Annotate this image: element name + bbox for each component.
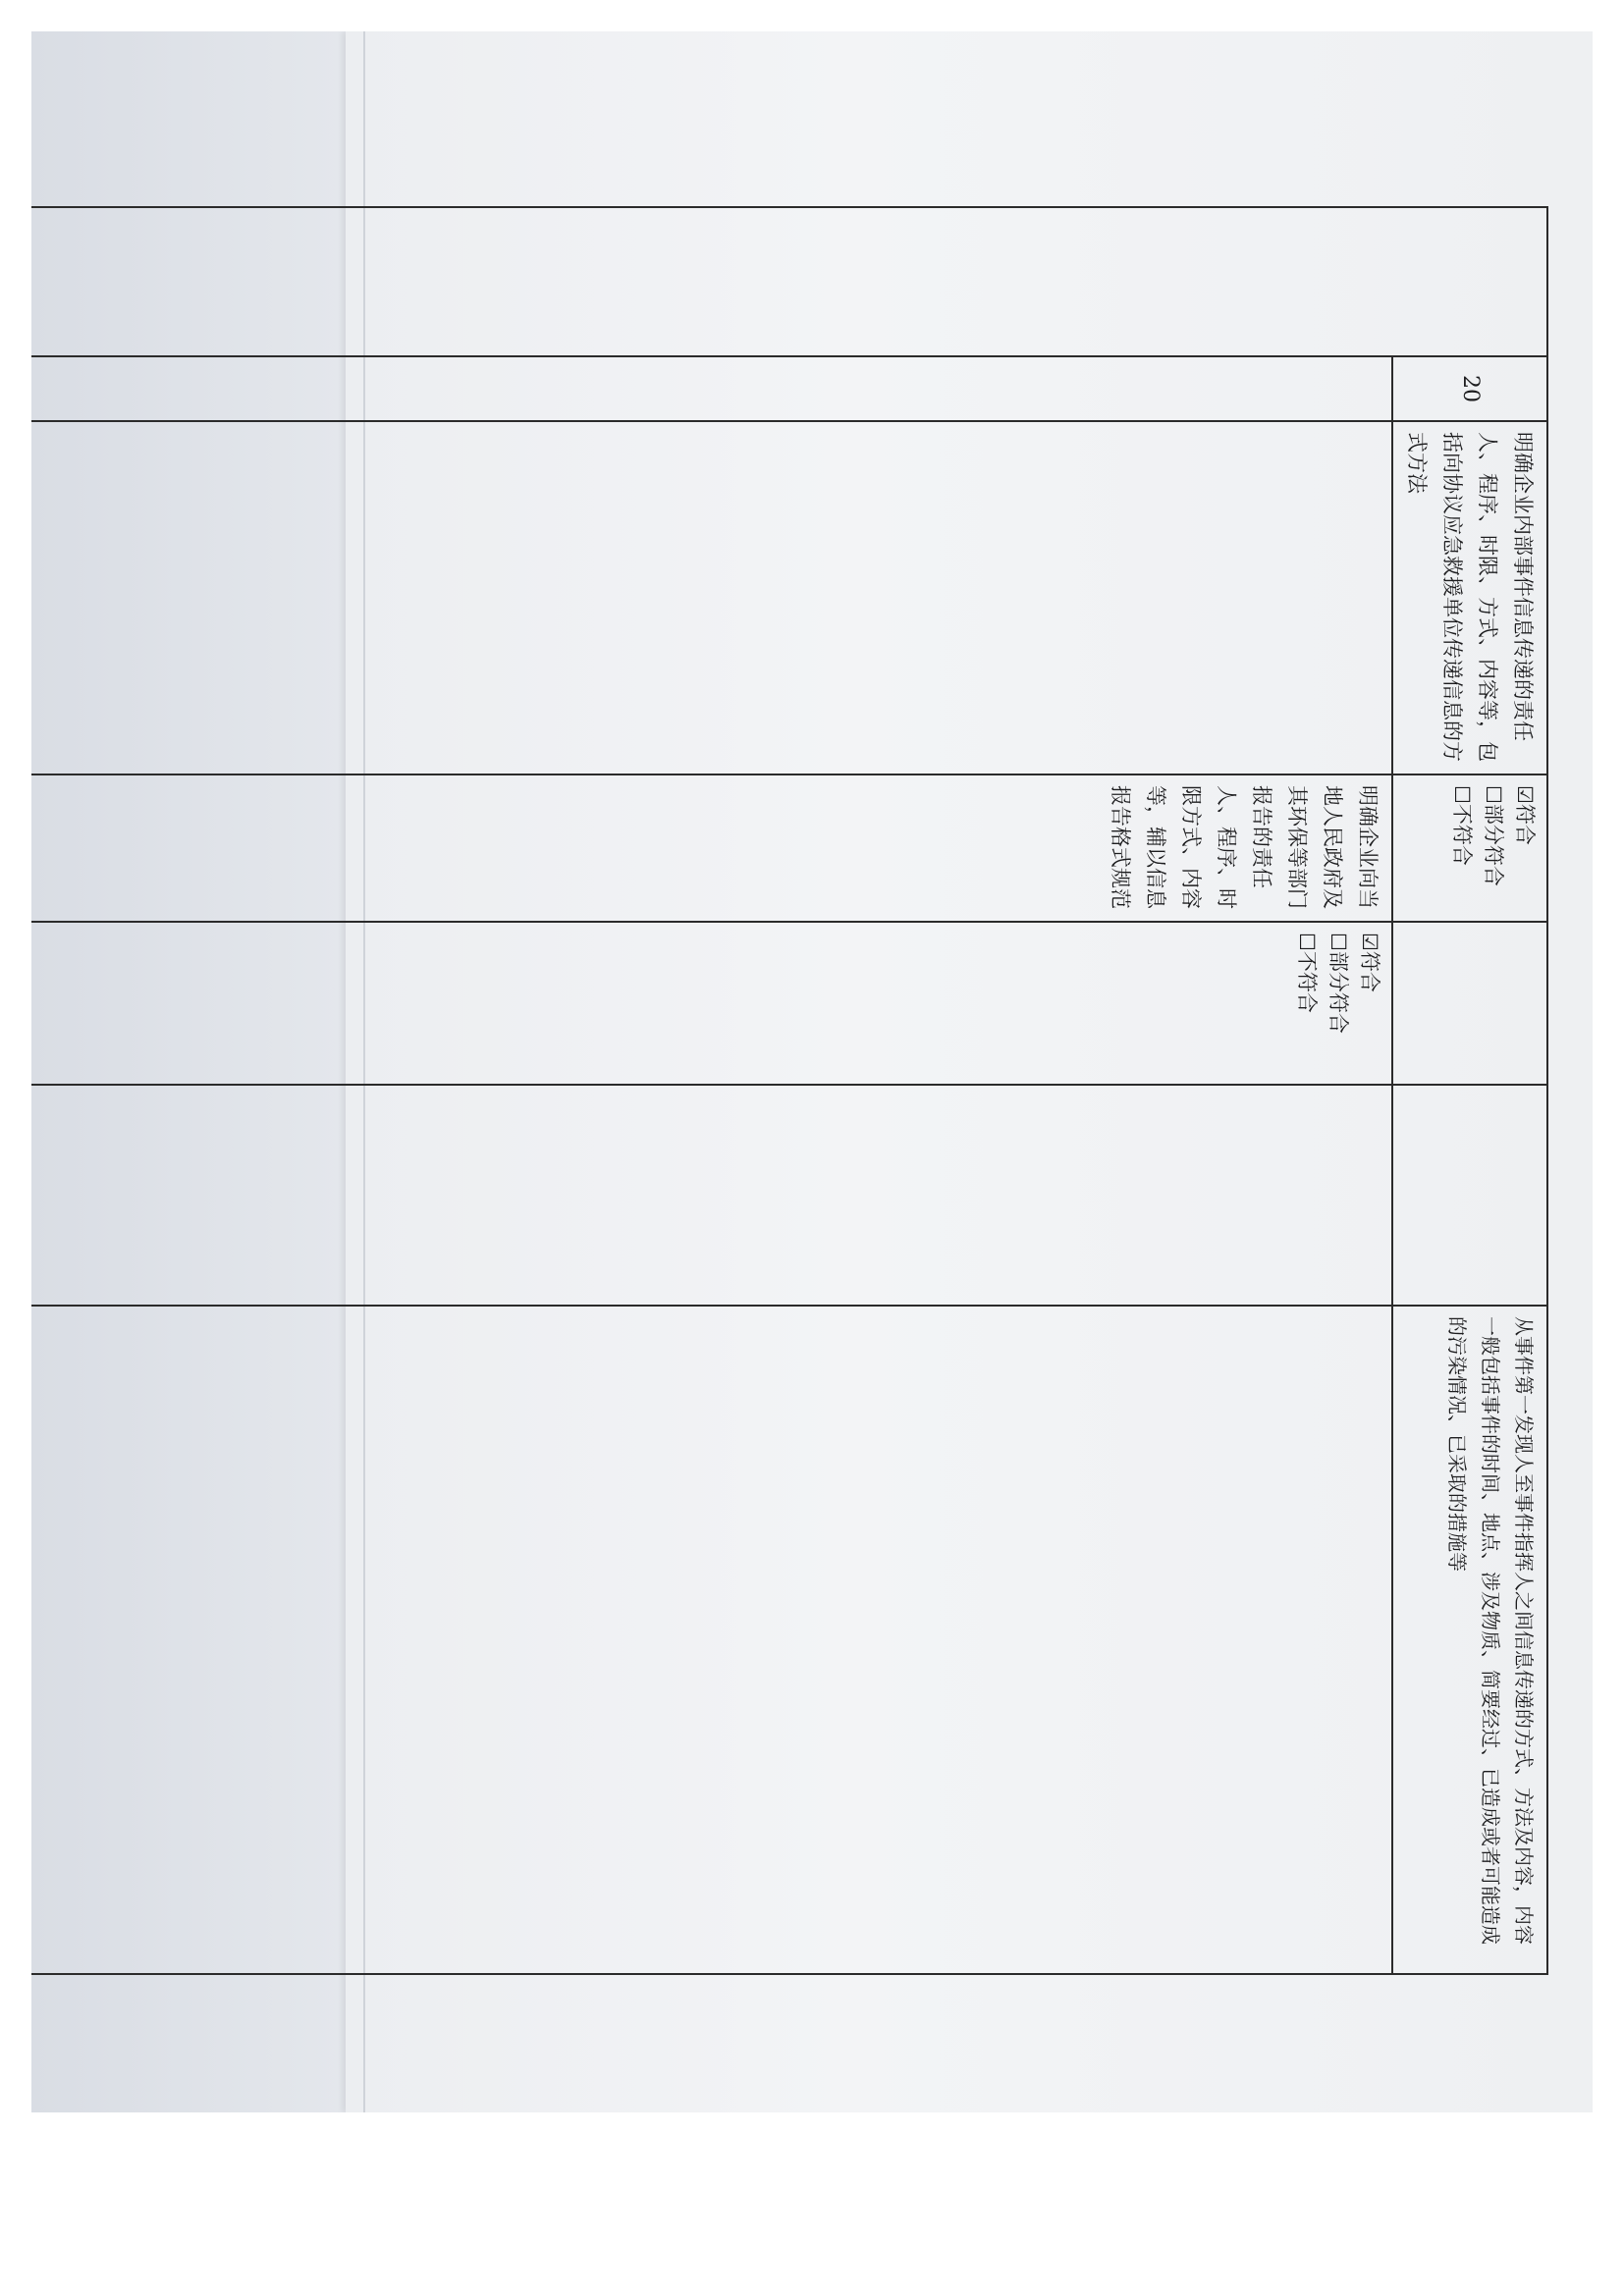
rotated-document — [478, 206, 1548, 1973]
checklist-table — [31, 206, 1548, 1975]
row-number: 20 — [1392, 356, 1547, 421]
table-row — [31, 207, 1392, 1974]
status-option: ☐不符合 — [1295, 933, 1319, 1013]
photo-background — [31, 31, 1593, 2112]
compliance-status — [1392, 774, 1547, 922]
status-option: ☑符合 — [1513, 785, 1537, 845]
category-info-report — [31, 356, 1392, 421]
requirement-cell: 明确企业向当地人民政府及其环保等部门报告的责任人、程序、时限方式、内容等，辅以信息报告格式规范 — [31, 774, 1392, 922]
row-number — [31, 421, 1392, 774]
blank-cell — [1392, 1085, 1547, 1306]
requirement-cell: 明确企业内部事件信息传递的责任人、程序、时限、方式、内容等，包括向协议应急救援单位传递信息的方式方法 — [1392, 421, 1547, 774]
status-option: ☐部分符合 — [1482, 785, 1505, 886]
blank-cell — [31, 1085, 1392, 1306]
status-option: ☑符合 — [1358, 933, 1381, 992]
category-cell — [31, 207, 1547, 356]
status-option: ☐部分符合 — [1326, 933, 1350, 1034]
table-row — [1392, 207, 1547, 1974]
status-option: ☐不符合 — [1450, 785, 1474, 866]
blank-cell — [31, 1306, 1392, 1974]
guidance-note: 从事件第一发现人至事件指挥人之间信息传递的方式、方法及内容，内容一般包括事件的时间、地点、涉及物质、简要经过、已造成或者可能造成的污染情况、已采取的措施等 — [1392, 1306, 1547, 1974]
compliance-status — [31, 922, 1392, 1085]
blank-cell — [1392, 922, 1547, 1085]
